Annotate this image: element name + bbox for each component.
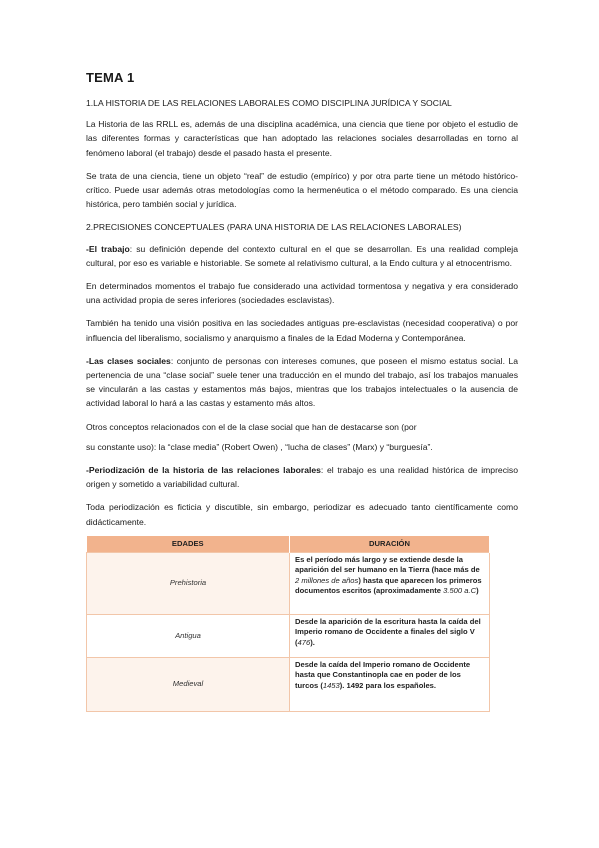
paragraph-rrll-definition: La Historia de las RRLL es, además de una disciplina académica, una ciencia que tiene por objeto el estudio de las diferentes formas y características que han adoptado las relaciones sociales desarrolladas en torno al fenómeno laboral (el trabajo) desde el pasado hasta el presente.	[86, 119, 518, 158]
ages-table	[86, 536, 490, 712]
paragraph-otros-conceptos-2: su constante uso): la “clase media” (Robert Owen) , “lucha de clases” (Marx) y “burguesía”.	[86, 441, 433, 452]
paragraph-periodizacion	[86, 463, 518, 491]
table-header-row	[87, 536, 490, 553]
trabajo-definition: : su definición depende del contexto cultural en el que se desarrollan. Es una realidad compleja cultural, por eso es variable e historiable. Se somete al relativismo cultural, a la Endo cultura y al etnocentrismo.	[86, 243, 518, 268]
duration-cell	[290, 657, 490, 711]
paragraph-ciencia: Se trata de una ciencia, tiene un objeto “real” de estudio (empírico) y por otra parte tiene un método histórico-crítico. Puede usar además otras metodologías como la hermenéutica o el método comparado. Es una ciencia histórica, pero también social y jurídica.	[86, 170, 518, 210]
duration-cell	[290, 552, 490, 614]
document-content	[86, 70, 518, 712]
section-1-heading: 1.LA HISTORIA DE LAS RELACIONES LABORALES COMO DISCIPLINA JURÍDICA Y SOCIAL	[86, 98, 452, 108]
duration-text: ) hasta que aparecen los primeros documentos escritos (aproximadamente	[295, 575, 482, 596]
page-title: TEMA 1	[86, 70, 135, 85]
column-header-duracion: DURACIÓN	[290, 536, 490, 553]
duration-text: Desde la caída del Imperio romano de Occidente hasta que Constantinopla cae en poder de los turcos (	[295, 659, 471, 690]
paragraph-periodizacion-ficticia: Toda periodización es ficticia y discutible, sin embargo, periodizar es adecuado tanto científicamente como didácticamente.	[86, 502, 518, 527]
term-periodizacion: -Periodización de la historia de las relaciones laborales	[86, 465, 321, 476]
duration-text: ).	[310, 637, 315, 647]
paragraph-clases-sociales	[86, 354, 518, 411]
paragraph-trabajo-negativo: En determinados momentos el trabajo fue considerado una actividad tormentosa y negativa y era considerado una actividad propia de seres inferiores (sociedades esclavistas).	[86, 281, 518, 306]
duration-text: ). 1492 para los españoles.	[339, 680, 437, 690]
era-cell: Prehistoria	[87, 552, 290, 614]
term-clases-sociales: -Las clases sociales	[86, 355, 171, 366]
duration-italic: 3.500 a.C	[443, 586, 477, 596]
paragraph-trabajo	[86, 242, 518, 270]
paragraph-otros-conceptos-1: Otros conceptos relacionados con el de la clase social que han de destacarse son (por	[86, 421, 417, 432]
term-trabajo: -El trabajo	[86, 243, 130, 254]
duration-cell	[290, 614, 490, 657]
table-row	[87, 657, 490, 711]
table-row	[87, 614, 490, 657]
duration-text: )	[476, 586, 479, 596]
paragraph-trabajo-positivo: También ha tenido una visión positiva en las sociedades antiguas pre-esclavistas (necesidad cooperativa) o por influencia del liberalismo, socialismo y anarquismo a finales de la Edad Moderna y Contemporánea.	[86, 318, 518, 343]
periodizacion-definition: : el trabajo es una realidad histórica de impreciso origen y sometido a variabilidad cultural.	[86, 465, 518, 490]
duration-text: Es el período más largo y se extiende desde la aparición del ser humano en la Tierra (hace más de	[295, 554, 480, 575]
duration-text: Desde la aparición de la escritura hasta la caída del Imperio romano de Occidente a finales del siglo V (	[295, 616, 481, 647]
duration-italic: 1453	[322, 680, 340, 690]
duration-italic: 476	[297, 637, 311, 647]
era-cell: Antigua	[87, 614, 290, 657]
duration-italic: 2 millones de años	[295, 575, 359, 585]
clases-definition: : conjunto de personas con intereses comunes, que poseen el mismo estatus social. La pertenencia de una “clase social” suele tener una traducción en el mundo del trabajo, así los trabajos manuales se vincularán a las castas y estamentos más bajos, mientras que los trabajos intelectuales o la ausencia de actividad laboral lo hará a las castas y estamento más altos.	[86, 355, 518, 409]
era-cell: Medieval	[87, 657, 290, 711]
section-2-heading: 2.PRECISIONES CONCEPTUALES (PARA UNA HISTORIA DE LAS RELACIONES LABORALES)	[86, 222, 462, 233]
column-header-edades: EDADES	[87, 536, 290, 553]
table-row	[87, 552, 490, 614]
